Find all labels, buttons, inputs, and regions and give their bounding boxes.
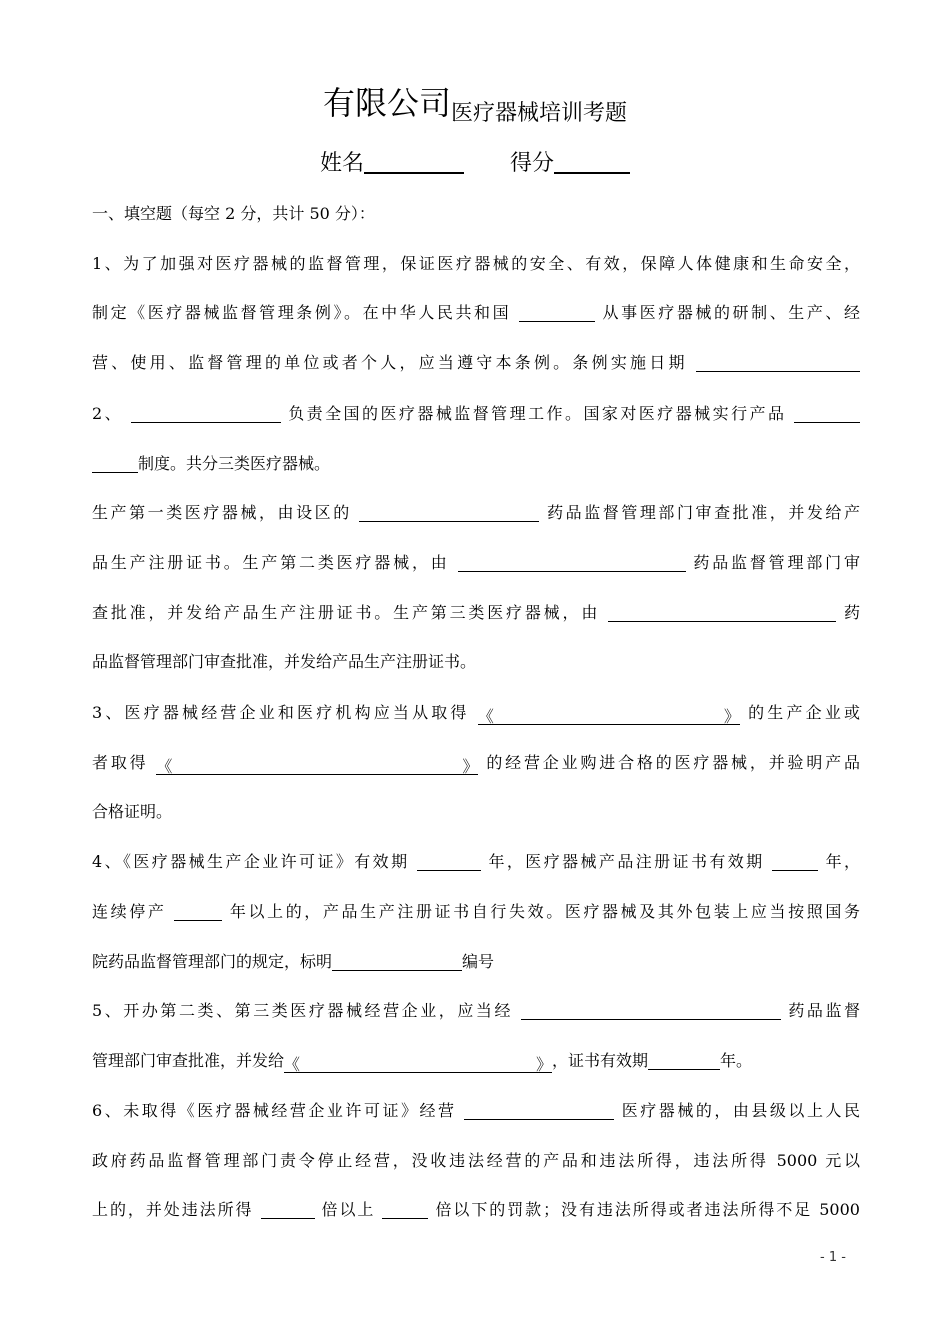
- question-1-line-3: 营、使用、监督管理的单位或者个人，应当遵守本条例。条例实施日期: [92, 352, 860, 374]
- question-2-line-2: 制度。共分三类医疗器械。: [92, 453, 860, 475]
- section-heading: 一、填空题（每空 2 分，共计 50 分）：: [92, 204, 375, 223]
- score-blank[interactable]: [554, 148, 630, 174]
- fill-blank[interactable]: 《 》: [156, 757, 479, 776]
- fill-blank[interactable]: [174, 902, 222, 921]
- fill-blank[interactable]: [464, 1101, 614, 1120]
- name-label: 姓名: [319, 151, 364, 176]
- question-4-line-1: 4、《医疗器械生产企业许可证》有效期 年，医疗器械产品注册证书有效期 年，: [92, 852, 860, 871]
- question-4-line-2: 连续停产 年以上的，产品生产注册证书自行失效。医疗器械及其外包装上应当按照国务: [92, 902, 860, 921]
- page-number: - 1 -: [820, 1250, 846, 1265]
- fill-blank[interactable]: [772, 852, 818, 871]
- fill-blank[interactable]: [131, 404, 281, 423]
- question-3-line-2: 者取得 《 》 的经营企业购进合格的医疗器械，并验明产品: [92, 753, 860, 776]
- question-2-line-1: 2、 负责全国的医疗器械监督管理工作。国家对医疗器械实行产品: [92, 403, 860, 425]
- fill-blank[interactable]: [521, 1001, 781, 1020]
- fill-blank[interactable]: [608, 603, 836, 622]
- fill-blank[interactable]: [92, 454, 138, 473]
- fill-blank[interactable]: [261, 1200, 315, 1219]
- fill-blank[interactable]: [458, 553, 686, 572]
- fill-blank[interactable]: [332, 952, 462, 971]
- name-score-row: [0, 146, 950, 177]
- fill-blank[interactable]: [648, 1051, 720, 1070]
- fill-blank[interactable]: [696, 353, 860, 372]
- question-3-line-3: 合格证明。: [92, 802, 173, 821]
- fill-blank[interactable]: 《 》: [284, 1055, 553, 1074]
- question-3-line-1: 3、医疗器械经营企业和医疗机构应当从取得 《 》 的生产企业或: [92, 703, 860, 726]
- name-blank[interactable]: [364, 148, 464, 174]
- question-2-line-5: 查批准，并发给产品生产注册证书。生产第三类医疗器械，由 药: [92, 603, 860, 622]
- title-company: 有限公司: [322, 84, 451, 122]
- title-subject: 医疗器械培训考题: [451, 101, 628, 126]
- question-5-line-1: 5、开办第二类、第三类医疗器械经营企业，应当经 药品监督: [92, 1001, 861, 1020]
- page-title: [0, 78, 950, 124]
- question-6-line-3: 上的，并处违法所得 倍以上 倍以下的罚款；没有违法所得或者违法所得不足 5000: [92, 1200, 860, 1219]
- fill-blank[interactable]: [382, 1200, 428, 1219]
- score-label: 得分: [510, 151, 555, 176]
- fill-blank[interactable]: [359, 503, 539, 522]
- question-1-line-2: 制定《医疗器械监督管理条例》。在中华人民共和国 从事医疗器械的研制、生产、经: [92, 303, 860, 322]
- question-5-line-2: 管理部门审查批准，并发给《 》，证书有效期 年。: [92, 1051, 753, 1074]
- question-2-line-4: 品生产注册证书。生产第二类医疗器械，由 药品监督管理部门审: [92, 553, 860, 572]
- fill-blank[interactable]: [417, 852, 481, 871]
- question-4-line-3: 院药品监督管理部门的规定，标明 编号: [92, 952, 495, 971]
- fill-blank[interactable]: [519, 303, 595, 322]
- question-6-line-1: 6、未取得《医疗器械经营企业许可证》经营 医疗器械的，由县级以上人民: [92, 1101, 860, 1120]
- question-1-line-1: 1、为了加强对医疗器械的监督管理，保证医疗器械的安全、有效，保障人体健康和生命安全，: [92, 254, 860, 273]
- question-2-line-6: 品监督管理部门审查批准，并发给产品生产注册证书。: [92, 652, 477, 671]
- fill-blank[interactable]: [794, 404, 860, 423]
- question-6-line-2: 政府药品监督管理部门责令停止经营，没收违法经营的产品和违法所得，违法所得 5000 元以: [92, 1151, 860, 1170]
- fill-blank[interactable]: 《 》: [477, 707, 740, 726]
- question-2-line-3: 生产第一类医疗器械，由设区的 药品监督管理部门审查批准，并发给产: [92, 503, 860, 522]
